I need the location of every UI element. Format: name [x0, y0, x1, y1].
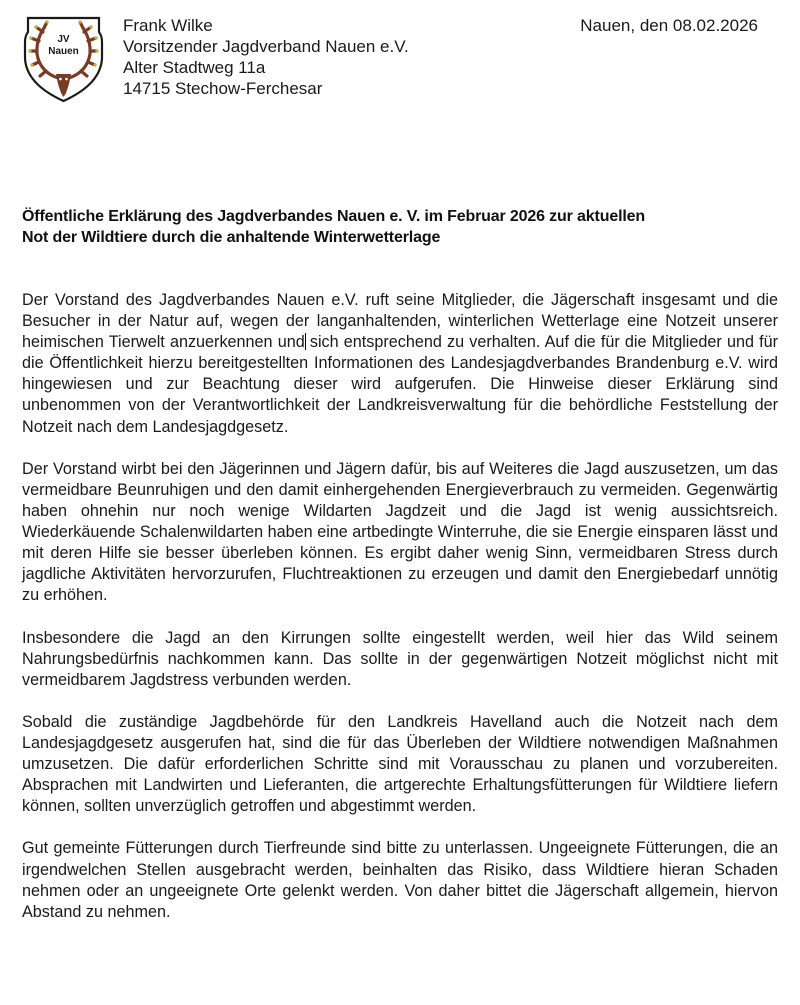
sender-street: Alter Stadtweg 11a — [123, 58, 266, 77]
deer-antler-shield-icon — [22, 14, 105, 104]
sender-city: 14715 Stechow-Ferchesar — [123, 79, 323, 98]
paragraph-1-text-before-caret: Der Vorstand des Jagdverbandes Nauen e.V. ruft seine Mitglieder, die Jägerschaft insgesamt und die Besucher in der Natur auf, wegen der langanhaltenden, winterlichen Wetterlage eine Notzeit unserer heimischen Tierwelt anzuerkennen und — [22, 291, 778, 352]
paragraph-1-text-after-caret: sich entsprechend zu verhalten. Auf die für die Mitglieder und für die Öffentlichkeit hierzu bereitgestellten Informationen des Landesjagdverbandes Brandenburg e.V. wird hingewiesen und zur Beachtung dieser wird aufgerufen. Die Hinweise dieser Erklärung sind unbenommen von der Verantwortlichkeit der Landkreisverwaltung für die behördliche Feststellung der Notzeit nach dem Landesjagdgesetz. — [22, 333, 778, 436]
logo-text-jv: JV — [57, 34, 70, 45]
logo-text-nauen: Nauen — [48, 46, 79, 57]
date-line: Nauen, den 08.02.2026 — [580, 16, 758, 35]
sender-position: Vorsitzender Jagdverband Nauen e.V. — [123, 37, 409, 56]
paragraph-4[interactable]: Sobald die zuständige Jagdbehörde für den Landkreis Havelland auch die Notzeit nach dem Landesjagdgesetz ausgerufen hat, sind die für das Überleben der Wildtiere notwendigen Maßnahmen umzusetzen. Die dafür erforderlichen Schritte sind mit Vorausschau zu planen und vorzubereiten. Absprachen mit Landwirten und Lieferanten, die artgerechte Erhaltungsfütterungen für Wildtiere liefern können, sollten unverzüglich getroffen und abgestimmt werden. — [22, 712, 778, 816]
paragraph-1[interactable] — [22, 290, 778, 438]
sender-name: Frank Wilke — [123, 16, 213, 35]
jv-nauen-logo — [22, 14, 105, 104]
paragraph-5[interactable]: Gut gemeinte Fütterungen durch Tierfreunde sind bitte zu unterlassen. Ungeeignete Fütterungen, die an irgendwelchen Stellen ausgebracht werden, beinhalten das Risiko, dass Wildtiere hieran Schaden nehmen oder an ungeeignete Orte gelenkt werden. Von daher bittet die Jägerschaft allgemein, hiervon Abstand zu nehmen. — [22, 839, 778, 921]
document-title-line-2: Not der Wildtiere durch die anhaltende Winterwetterlage — [22, 229, 441, 246]
paragraph-2[interactable]: Der Vorstand wirbt bei den Jägerinnen und Jägern dafür, bis auf Weiteres die Jagd auszusetzen, um das vermeidbare Beunruhigen und den damit einhergehenden Energieverbrauch zu vermeiden. Gegenwärtig haben ohnehin nur noch wenige Wildarten Jagdzeit und die Jagd ist wenig aussichtsreich. Wiederkäuende Schalenwildarten haben eine artbedingte Winterruhe, die sie Energie einsparen lässt und mit deren Hilfe sie besser überleben können. Es ergibt daher wenig Sinn, vermeidbaren Stress durch jagdliche Aktivitäten hervorzurufen, Fluchtreaktionen zu erzeugen und damit den Energiebedarf unnötig zu erhöhen. — [22, 459, 778, 605]
document-body[interactable] — [22, 290, 778, 944]
document-title-line-1: Öffentliche Erklärung des Jagdverbandes Nauen e. V. im Februar 2026 zur aktuellen — [22, 208, 646, 225]
sender-address-block — [123, 15, 409, 99]
paragraph-3[interactable]: Insbesondere die Jagd an den Kirrungen sollte eingestellt werden, weil hier das Wild seinem Nahrungsbedürfnis nachkommen kann. Das sollte in der gegenwärtigen Notzeit möglichst nicht mit vermeidbarem Jagdstress verbunden werden. — [22, 628, 778, 689]
document-title — [22, 206, 782, 248]
